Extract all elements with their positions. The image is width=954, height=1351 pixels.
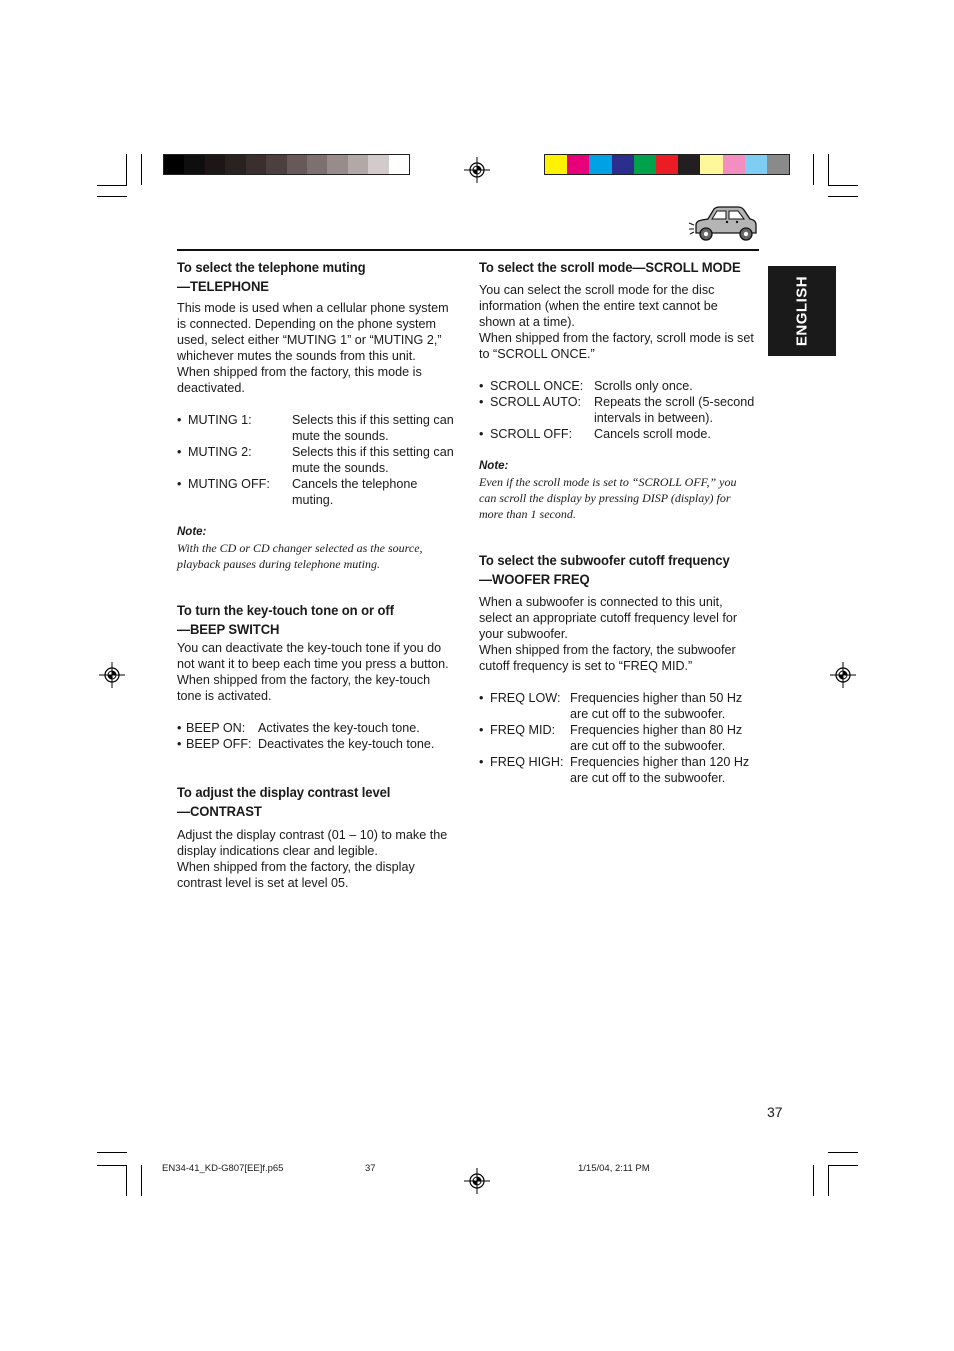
telephone-section [177, 259, 459, 572]
text-line: select an appropriate cutoff frequency level for [479, 611, 738, 625]
contrast-section [177, 784, 459, 891]
color-swatch [327, 155, 347, 174]
option-item [479, 690, 761, 722]
option-item [177, 412, 459, 444]
language-tab-label: ENGLISH [793, 275, 811, 347]
text-line: whichever mutes the sounds from this unit. [177, 349, 416, 363]
option-key: SCROLL AUTO: [490, 395, 581, 409]
crop-mark [97, 196, 127, 197]
section-title: To adjust the display contrast level [177, 785, 391, 801]
crop-mark [97, 185, 127, 186]
text-line: This mode is used when a cellular phone system [177, 301, 449, 315]
crop-mark [813, 154, 814, 185]
section-title: —BEEP SWITCH [177, 622, 280, 638]
option-list [177, 720, 459, 752]
option-value-line: Cancels scroll mode. [594, 427, 711, 441]
text-line: information (when the entire text cannot be [479, 299, 718, 313]
option-value-line: are cut off to the subwoofer. [570, 707, 726, 721]
crop-mark [828, 1152, 858, 1153]
text-line: more than 1 second. [479, 507, 576, 521]
text-line: can scroll the display by pressing DISP (display) for [479, 491, 731, 505]
bullet-icon: • [177, 445, 182, 459]
color-swatch [745, 155, 767, 174]
option-item [177, 444, 459, 476]
option-value [570, 690, 761, 722]
section-title: To select the subwoofer cutoff frequency [479, 553, 730, 569]
text-line: When a subwoofer is connected to this unit, [479, 595, 723, 609]
color-swatch [307, 155, 327, 174]
text-line: When shipped from the factory, the display [177, 860, 415, 874]
crop-mark [828, 1165, 858, 1166]
text-line: Even if the scroll mode is set to “SCROLL OFF,” you [479, 475, 737, 489]
option-value [570, 754, 761, 786]
color-swatch [287, 155, 307, 174]
option-value [594, 426, 761, 442]
option-item [479, 378, 761, 394]
section-body [177, 300, 459, 396]
crop-mark [828, 185, 858, 186]
section-body [177, 640, 459, 704]
option-item [177, 476, 459, 508]
section-title: —CONTRAST [177, 804, 262, 820]
note-label: Note: [479, 460, 509, 472]
color-swatch [612, 155, 634, 174]
option-value-line: Frequencies higher than 50 Hz [570, 691, 743, 705]
grayscale-bar [163, 154, 410, 175]
option-key: FREQ MID: [490, 723, 556, 737]
text-line: cutoff frequency is set to “FREQ MID.” [479, 659, 693, 673]
option-value [258, 720, 459, 736]
option-value-line: Cancels the telephone muting. [292, 477, 418, 507]
bullet-icon: • [177, 737, 182, 751]
footer-file: EN34-41_KD-G807[EE]f.p65 [162, 1163, 284, 1174]
option-list [479, 378, 761, 442]
text-line: Adjust the display contrast (01 – 10) to make the [177, 828, 448, 842]
option-item [479, 722, 761, 754]
option-value [594, 378, 761, 394]
color-swatch [656, 155, 678, 174]
section-title: To turn the key-touch tone on or off [177, 603, 394, 619]
section-body [177, 827, 459, 891]
crop-mark [828, 1165, 829, 1196]
text-line: playback pauses during telephone muting. [177, 557, 380, 571]
text-line: is connected. Depending on the phone system [177, 317, 437, 331]
option-value [570, 722, 761, 754]
text-line: to “SCROLL ONCE.” [479, 347, 595, 361]
option-value [258, 736, 459, 752]
color-swatch [723, 155, 745, 174]
option-item [479, 426, 761, 442]
bullet-icon: • [479, 395, 484, 409]
section-title: To select the scroll mode—SCROLL MODE [479, 260, 741, 276]
option-value [594, 394, 761, 426]
option-value-line: Selects this if this setting can [292, 413, 454, 427]
note-text [479, 474, 761, 522]
option-value-line: are cut off to the subwoofer. [570, 739, 726, 753]
color-swatch [634, 155, 656, 174]
color-swatch [700, 155, 722, 174]
option-list [177, 412, 459, 508]
color-swatch [767, 155, 789, 174]
option-key: SCROLL OFF: [490, 427, 573, 441]
option-value-line: Frequencies higher than 80 Hz [570, 723, 743, 737]
section-body [479, 594, 761, 674]
text-line: When shipped from the factory, the subwoofer [479, 643, 736, 657]
option-value [292, 444, 459, 476]
page-number: 37 [767, 1104, 783, 1120]
right-column [479, 259, 761, 786]
car-icon [688, 203, 760, 245]
bullet-icon: • [177, 721, 182, 735]
bullet-icon: • [479, 379, 484, 393]
text-line: You can select the scroll mode for the disc [479, 283, 715, 297]
option-list [479, 690, 761, 786]
option-item [177, 736, 459, 752]
text-line: tone is activated. [177, 689, 272, 703]
option-key: BEEP OFF: [186, 737, 252, 751]
section-title: To select the telephone muting [177, 260, 366, 276]
crop-mark [97, 1165, 127, 1166]
registration-mark-icon [464, 1168, 490, 1194]
option-key: BEEP ON: [186, 721, 246, 735]
color-swatch [589, 155, 611, 174]
text-line: not want it to beep each time you press a button. [177, 657, 449, 671]
left-column [177, 259, 459, 891]
bullet-icon: • [177, 477, 182, 491]
crop-mark [828, 196, 858, 197]
text-line: contrast level is set at level 05. [177, 876, 349, 890]
section-body [479, 282, 761, 362]
bullet-icon: • [479, 427, 484, 441]
option-value-line: are cut off to the subwoofer. [570, 771, 726, 785]
bullet-icon: • [479, 691, 484, 705]
color-swatch [389, 155, 409, 174]
color-swatch [184, 155, 204, 174]
option-value-line: Selects this if this setting can [292, 445, 454, 459]
color-swatch [164, 155, 184, 174]
section-title: —TELEPHONE [177, 279, 269, 295]
text-line: your subwoofer. [479, 627, 568, 641]
option-value-line: Activates the key-touch tone. [258, 721, 420, 735]
option-key: MUTING 2: [188, 445, 252, 459]
footer-page: 37 [365, 1163, 376, 1174]
option-key: MUTING OFF: [188, 477, 270, 491]
option-value [292, 476, 459, 508]
color-swatch [266, 155, 286, 174]
option-value-line: Deactivates the key-touch tone. [258, 737, 435, 751]
crop-mark [141, 1165, 142, 1196]
text-line: You can deactivate the key-touch tone if you do [177, 641, 442, 655]
beep-section [177, 602, 459, 752]
registration-mark-icon [99, 662, 125, 688]
footer-date: 1/15/04, 2:11 PM [578, 1163, 650, 1174]
text-line: When shipped from the factory, scroll mode is set [479, 331, 754, 345]
color-bar [544, 154, 790, 175]
crop-mark [126, 1165, 127, 1196]
crop-mark [141, 154, 142, 185]
option-value-line: Repeats the scroll (5-second [594, 395, 755, 409]
color-swatch [368, 155, 388, 174]
text-line: used, select either “MUTING 1” or “MUTING 2,” [177, 333, 442, 347]
text-line: When shipped from the factory, this mode is [177, 365, 422, 379]
color-swatch [225, 155, 245, 174]
text-line: With the CD or CD changer selected as the source, [177, 541, 423, 555]
bullet-icon: • [177, 413, 182, 427]
option-value [292, 412, 459, 444]
color-swatch [678, 155, 700, 174]
bullet-icon: • [479, 723, 484, 737]
text-line: shown at a time). [479, 315, 575, 329]
scroll-section [479, 259, 761, 522]
crop-mark [828, 154, 829, 185]
option-value-line: Frequencies higher than 120 Hz [570, 755, 750, 769]
option-item [177, 720, 459, 736]
section-title: —WOOFER FREQ [479, 572, 590, 588]
text-line: deactivated. [177, 381, 245, 395]
woofer-section [479, 552, 761, 786]
option-key: FREQ LOW: [490, 691, 561, 705]
crop-mark [813, 1165, 814, 1196]
option-value-line: Scrolls only once. [594, 379, 693, 393]
option-value-line: mute the sounds. [292, 461, 389, 475]
registration-mark-icon [464, 157, 490, 183]
text-line: display indications clear and legible. [177, 844, 378, 858]
color-swatch [205, 155, 225, 174]
color-swatch [246, 155, 266, 174]
option-key: FREQ HIGH: [490, 755, 564, 769]
header-rule [177, 249, 759, 251]
note-text [177, 540, 459, 572]
color-swatch [348, 155, 368, 174]
color-swatch [567, 155, 589, 174]
text-line: When shipped from the factory, the key-touch [177, 673, 431, 687]
option-value-line: intervals in between). [594, 411, 714, 425]
language-tab [768, 266, 836, 356]
option-key: MUTING 1: [188, 413, 252, 427]
registration-mark-icon [830, 662, 856, 688]
option-item [479, 394, 761, 426]
option-item [479, 754, 761, 786]
option-key: SCROLL ONCE: [490, 379, 584, 393]
bullet-icon: • [479, 755, 484, 769]
note-label: Note: [177, 526, 207, 538]
color-swatch [545, 155, 567, 174]
crop-mark [126, 154, 127, 185]
crop-mark [97, 1152, 127, 1153]
option-value-line: mute the sounds. [292, 429, 389, 443]
